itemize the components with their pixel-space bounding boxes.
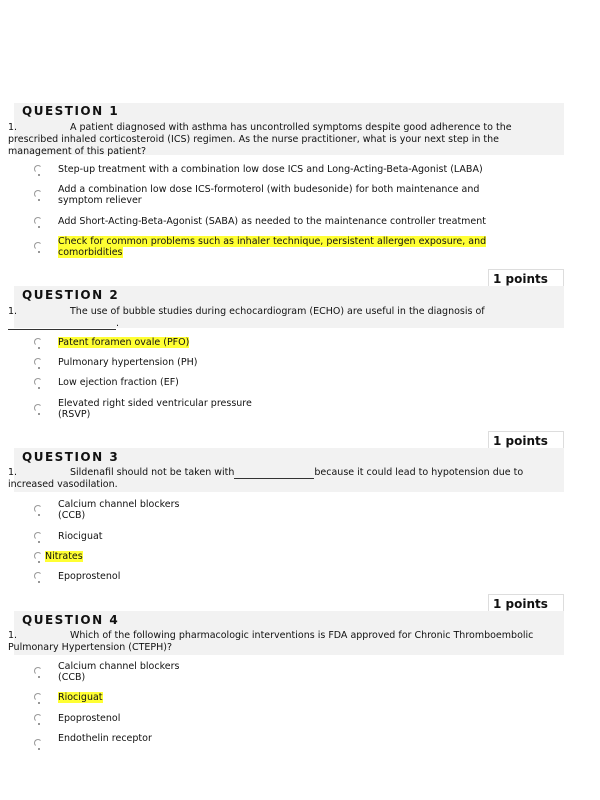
radio-icon[interactable] bbox=[34, 242, 43, 251]
question-2-text: The use of bubble studies during echocardiogram (ECHO) are useful in the diagnosis of . bbox=[22, 306, 544, 330]
radio-icon[interactable] bbox=[34, 505, 43, 514]
question-2-title: QUESTION 2 bbox=[22, 288, 120, 302]
question-1-points: 1 points bbox=[488, 269, 564, 287]
question-3-points: 1 points bbox=[488, 594, 564, 612]
radio-icon[interactable] bbox=[34, 693, 43, 702]
answer-blank bbox=[234, 468, 314, 479]
radio-icon[interactable] bbox=[34, 165, 43, 174]
question-3-text: Sildenafil should not be taken with because it could lead to hypotension due to increased vasodilation. bbox=[8, 467, 524, 490]
question-4-title: QUESTION 4 bbox=[22, 613, 120, 627]
question-4-number: 1. bbox=[8, 630, 18, 641]
radio-icon[interactable] bbox=[34, 667, 43, 676]
radio-icon[interactable] bbox=[34, 378, 43, 387]
radio-icon[interactable] bbox=[34, 404, 43, 413]
radio-icon[interactable] bbox=[34, 217, 43, 226]
question-2-number: 1. bbox=[8, 306, 18, 317]
radio-icon[interactable] bbox=[34, 739, 43, 748]
radio-icon[interactable] bbox=[34, 532, 43, 541]
radio-icon[interactable] bbox=[34, 552, 43, 561]
answer-blank bbox=[8, 319, 116, 330]
question-4-text: Which of the following pharmacologic interventions is FDA approved for Chronic Thromboembolic Pulmonary Hypertension (CTEPH)? bbox=[8, 630, 534, 653]
radio-icon[interactable] bbox=[34, 358, 43, 367]
question-3-number: 1. bbox=[8, 467, 18, 478]
radio-icon[interactable] bbox=[34, 714, 43, 723]
radio-icon[interactable] bbox=[34, 338, 43, 347]
question-1-title: QUESTION 1 bbox=[22, 104, 120, 118]
question-2-points: 1 points bbox=[488, 431, 564, 449]
question-1-text: A patient diagnosed with asthma has uncontrolled symptoms despite good adherence to the prescribed inhaled corticosteroid (ICS) regimen. As the nurse practitioner, what is your next step in the management of this patient? bbox=[8, 122, 512, 157]
radio-icon[interactable] bbox=[34, 572, 43, 581]
radio-icon[interactable] bbox=[34, 190, 43, 199]
question-3-title: QUESTION 3 bbox=[22, 450, 120, 464]
question-1-number: 1. bbox=[8, 122, 18, 133]
